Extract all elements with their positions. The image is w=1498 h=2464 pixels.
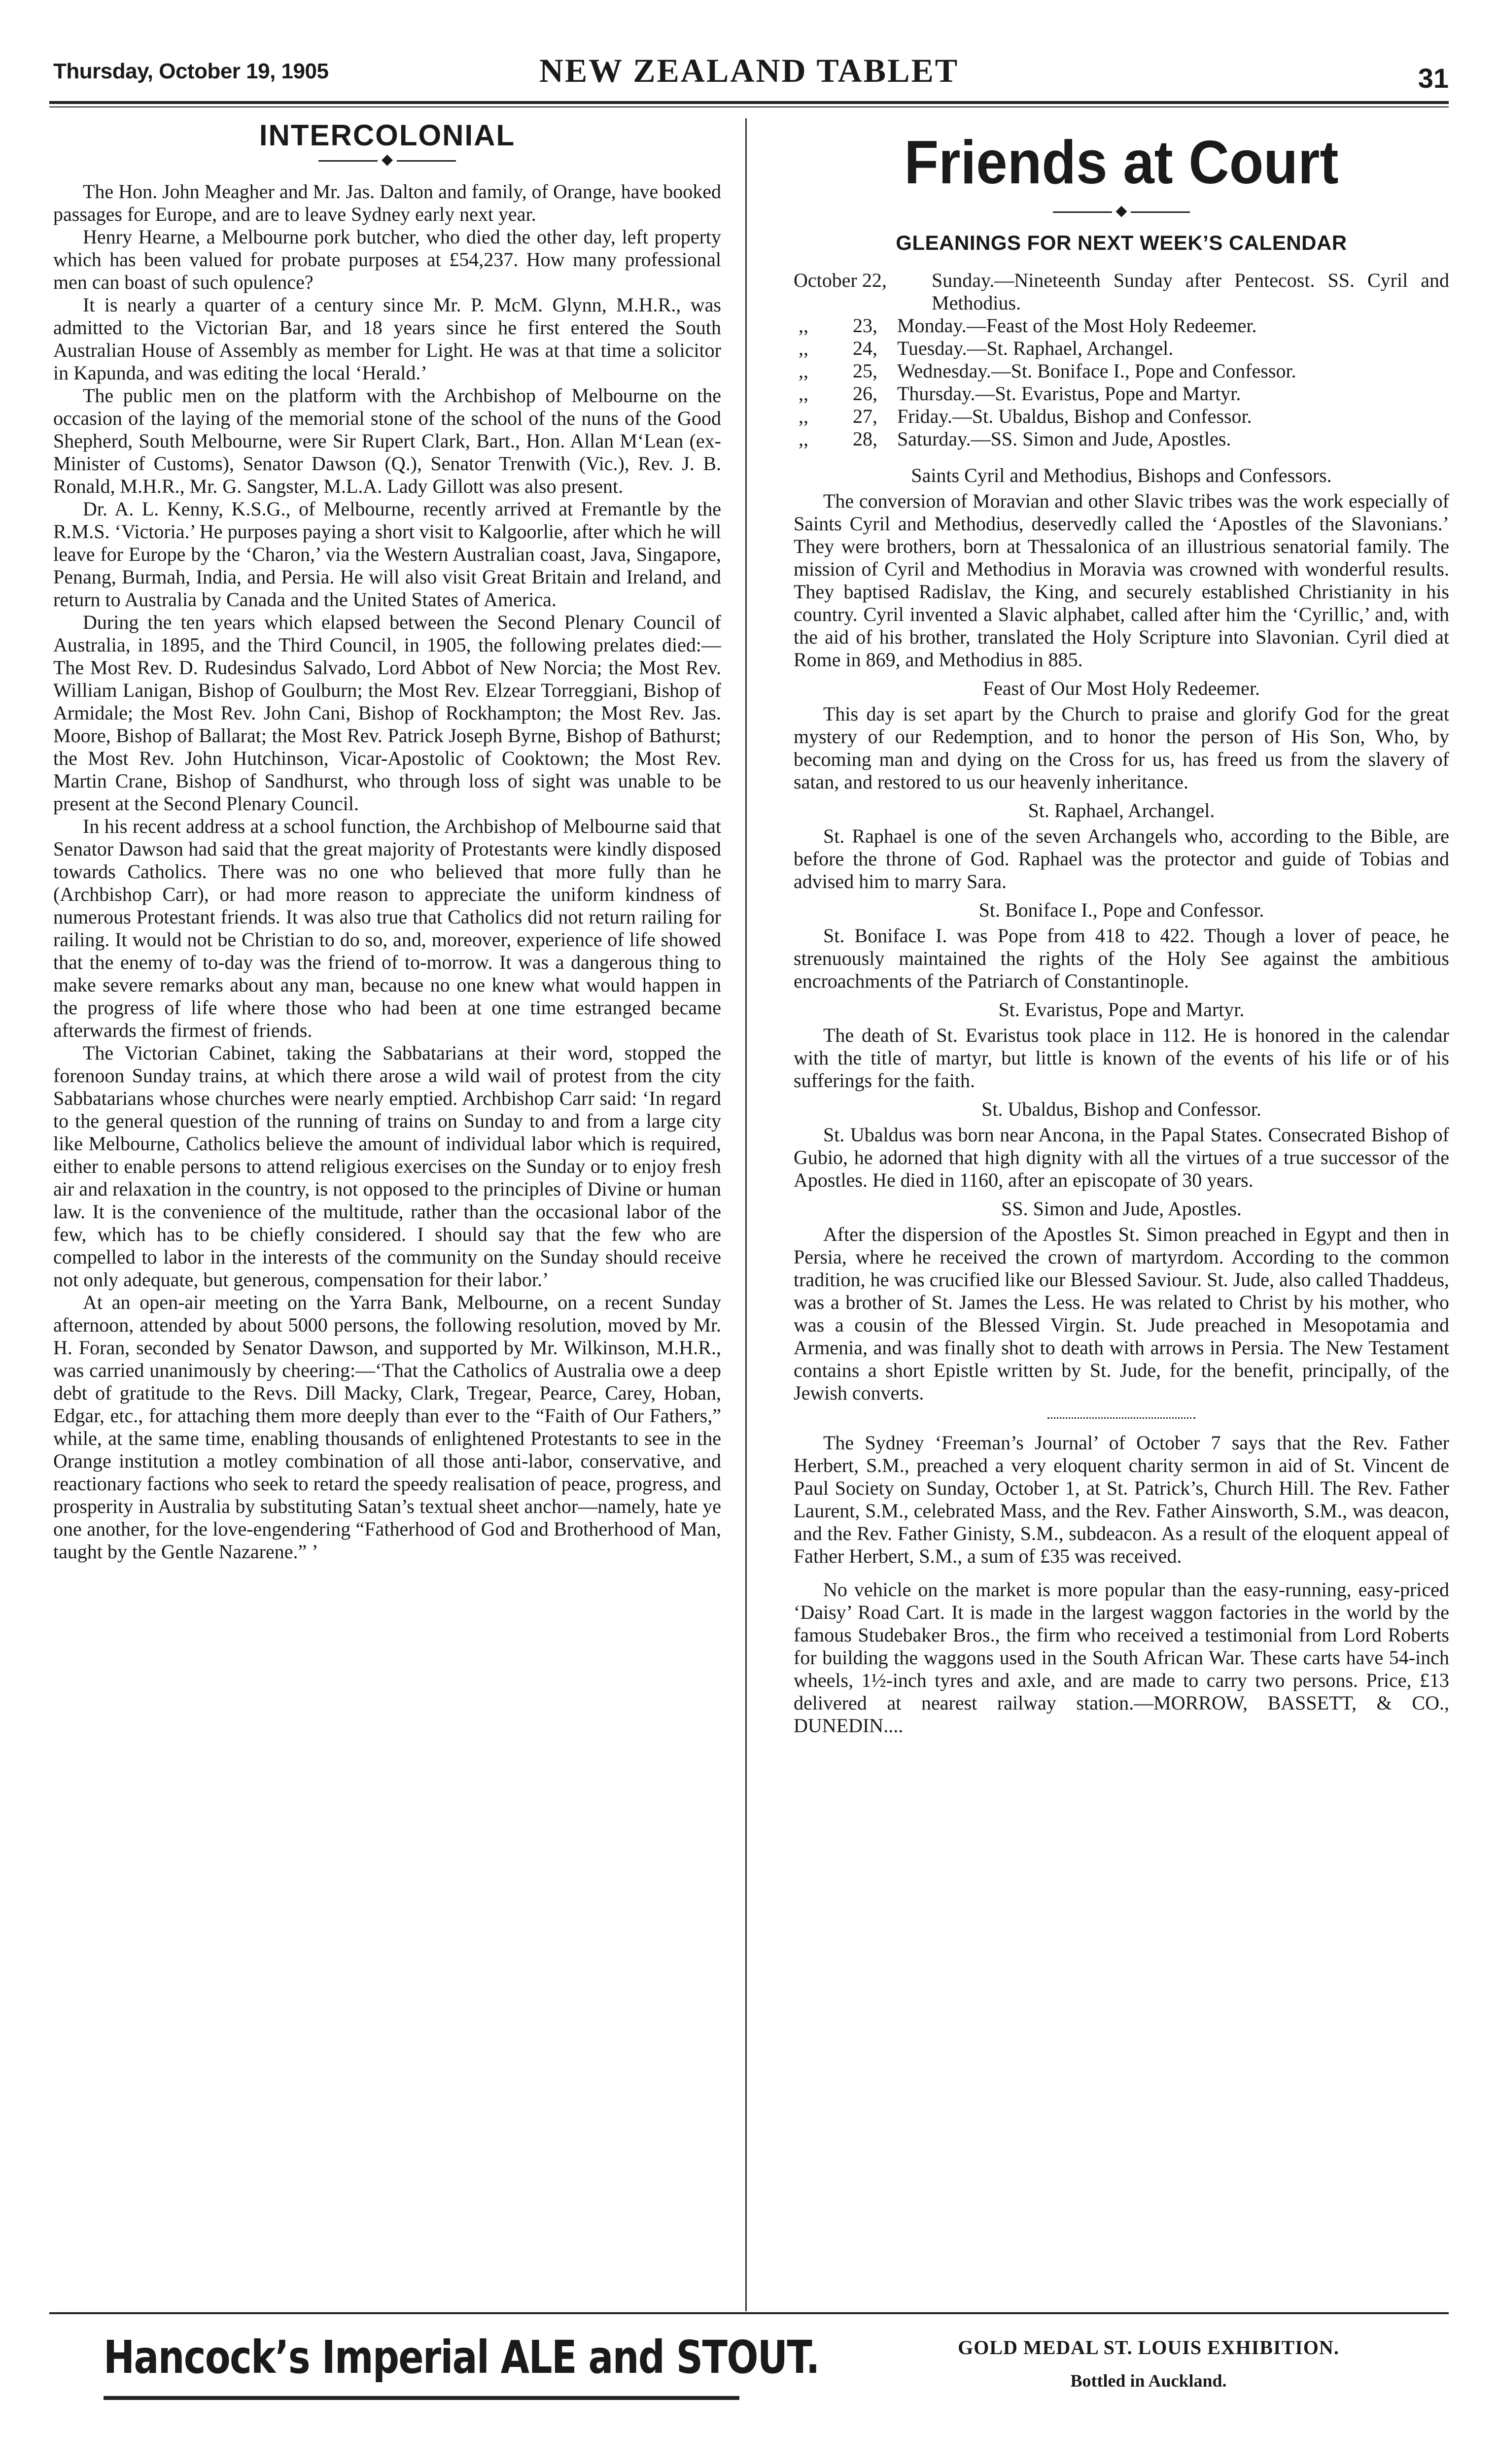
hancocks-ale-advert: Hancock’s Imperial ALE and STOUT.	[104, 2331, 819, 2384]
calendar-text: Tuesday.—St. Raphael, Archangel.	[897, 337, 1174, 359]
calendar-day: 26,	[853, 382, 877, 405]
bottled-line: Bottled in Auckland.	[1070, 2371, 1227, 2391]
publication-title: NEW ZEALAND TABLET	[539, 52, 959, 89]
advert-underline	[104, 2396, 739, 2400]
calendar-entry	[794, 269, 1449, 314]
calendar-text: Wednesday.—St. Boniface I., Pope and Confessor.	[897, 360, 1296, 382]
calendar-entry	[794, 314, 1449, 337]
calendar-text: Thursday.—St. Evaristus, Pope and Martyr.	[897, 382, 1241, 405]
calendar-day: 24,	[853, 337, 877, 359]
article-paragraph: At an open-air meeting on the Yarra Bank, Melbourne, on a recent Sunday afternoon, attended by about 5000 persons, the following resolution, moved by Mr. H. Foran, seconded by Senator Dawson, and supported by Mr. Wilkinson, M.H.R., was carried unanimously by cheering:—‘That the Catholics of Australia owe a deep debt of gratitude to the Revs. Dill Macky, Clark, Tregear, Pearce, Carey, Hoban, Edgar, etc., for attaching them more deeply than ever to the “Faith of Our Fathers,” while, at the same time, enabling thousands of enlightened Protestants to see in the Orange institution a motley combination of all those anti-labor, conservative, and reactionary factions who seek to retard the speedy realisation of peace, progress, and prosperity in Australia by substituting Satan’s textual sheet anchor—namely, hate ye one another, for the love-engendering “Fatherhood of God and Brotherhood of Man, taught by the Gentle Nazarene.” ’	[53, 1291, 721, 1563]
saint-title: Saints Cyril and Methodius, Bishops and Confessors.	[911, 464, 1332, 486]
saint-body: St. Ubaldus was born near Ancona, in the Papal States. Consecrated Bishop of Gubio, he adorned that high dignity with all the virtues of a true successor of the Apostles. He died in 1160, after an episcopate of 30 years.	[794, 1124, 1449, 1191]
saint-body: After the dispersion of the Apostles St. Simon preached in Egypt and then in Persia, where he received the crown of martyrdom. According to the common tradition, he was crucified like our Blessed Saviour. St. Jude, also called Thaddeus, was a brother of St. James the Less. He was related to Christ by his mother, who was a cousin of the Blessed Virgin. St. Jude preached in Mesopotamia and Armenia, and was finally shot to death with arrows in Persia. The New Testament contains a short Epistle written by St. Jude, for the benefit, principally, of the Jewish converts.	[794, 1223, 1449, 1404]
saint-title: St. Ubaldus, Bishop and Confessor.	[981, 1098, 1261, 1120]
saint-body: This day is set apart by the Church to praise and glorify God for the great mystery of our Redemption, and to honor the person of His Son, Who, by becoming man and dying on the Cross for us, has freed us from the slavery of satan, and restored to us our heavenly inheritance.	[794, 703, 1449, 793]
saint-title: Feast of Our Most Holy Redeemer.	[982, 677, 1260, 699]
saint-title: St. Boniface I., Pope and Confessor.	[978, 899, 1264, 921]
calendar-text: Friday.—St. Ubaldus, Bishop and Confessor.	[897, 405, 1252, 427]
calendar-entry	[794, 405, 1449, 428]
calendar-text: Sunday.—Nineteenth Sunday after Pentecost. SS. Cyril and Methodius.	[932, 269, 1449, 314]
masthead-rule-thin	[49, 106, 1449, 107]
article-paragraph: It is nearly a quarter of a century since Mr. P. McM. Glynn, M.H.R., was admitted to the Victorian Bar, and 18 years since he first entered the South Australian House of Assembly as member for Light. He was at that time a solicitor in Kapunda, and was editing the local ‘Herald.’	[53, 294, 721, 384]
calendar-ditto: ,,	[799, 314, 808, 337]
ornament-divider: ◆	[794, 201, 1449, 221]
calendar-ditto: ,,	[799, 382, 808, 405]
article-paragraph: In his recent address at a school function, the Archbishop of Melbourne said that Senator Dawson had said that the great majority of Protestants were kindly disposed towards Catholics. There was no one who believed that more fully than he (Archbishop Carr), or had more reason to appreciate the uniform kindness of numerous Protestant friends. It was also true that Catholics did not return railing for railing. It would not be Christian to do so, and, moreover, experience of life showed that the enemy of to-day was the friend of to-morrow. It was a dangerous thing to make severe remarks about any man, because no one knew what would happen in the progress of life where those who had been at one time estranged became afterwards the firmest of friends.	[53, 815, 721, 1041]
page-number: 31	[1418, 63, 1449, 94]
intercolonial-column	[53, 118, 721, 2306]
calendar-day: 27,	[853, 405, 877, 427]
saint-body: The conversion of Moravian and other Slavic tribes was the work especially of Saints Cyril and Methodius, deservedly called the ‘Apostles of the Slavonians.’ They were brothers, born at Thessalonica of an illustrious senatorial family. The mission of Cyril and Methodius in Moravia was crowned with wonderful results. They baptised Radislav, the King, and securely established Christianity in his country. Cyril invented a Slavic alphabet, called after him the ‘Cyrillic,’ and, with the aid of his brother, translated the Holy Scripture into Slavonian. Cyril died at Rome in 869, and Methodius in 885.	[794, 490, 1449, 671]
saint-title: St. Evaristus, Pope and Martyr.	[998, 998, 1245, 1021]
calendar-day: 25,	[853, 360, 877, 382]
news-paragraph: The Sydney ‘Freeman’s Journal’ of October 7 says that the Rev. Father Herbert, S.M., preached a very eloquent charity sermon in aid of St. Vincent de Paul Society on Sunday, October 1, at St. Patrick’s, Church Hill. The Rev. Father Laurent, S.M., celebrated Mass, and the Rev. Father Ainsworth, S.M., was deacon, and the Rev. Father Ginisty, S.M., subdeacon. As a result of the eloquent appeal of Father Herbert, S.M., a sum of £35 was received.	[794, 1432, 1449, 1567]
saint-title: SS. Simon and Jude, Apostles.	[1001, 1198, 1242, 1220]
article-paragraph: During the ten years which elapsed between the Second Plenary Council of Australia, in 1895, and the Third Council, in 1905, the following prelates died:—The Most Rev. D. Rudesindus Salvado, Lord Abbot of New Norcia; the Most Rev. William Lanigan, Bishop of Goulburn; the Most Rev. Elzear Torreggiani, Bishop of Armidale; the Most Rev. John Cani, Bishop of Rockhampton; the Most Rev. Jas. Moore, Bishop of Ballarat; the Most Rev. Patrick Joseph Byrne, Bishop of Bathurst; the Most Rev. John Hutchinson, Vicar-Apostolic of Cooktown; the Most Rev. Martin Crane, Bishop of Sandhurst, who through loss of sight was unable to be present at the Second Plenary Council.	[53, 611, 721, 815]
column-divider	[745, 118, 747, 2311]
calendar-text: Monday.—Feast of the Most Holy Redeemer.	[897, 314, 1257, 337]
article-paragraph: Dr. A. L. Kenny, K.S.G., of Melbourne, recently arrived at Fremantle by the R.M.S. ‘Victoria.’ He purposes paying a short visit to Kalgoorlie, after which he will leave for Europe by the ‘Charon,’ via the Western Australian coast, Java, Singapore, Penang, Burmah, India, and Persia. He will also visit Great Britain and Ireland, and return to Australia by Canada and the United States of America.	[53, 498, 721, 611]
article-paragraph: The Hon. John Meagher and Mr. Jas. Dalton and family, of Orange, have booked passages for Europe, and are to leave Sydney early next year.	[53, 180, 721, 225]
calendar-entry	[794, 382, 1449, 405]
article-paragraph: Henry Hearne, a Melbourne pork butcher, who died the other day, left property which has been valued for probate purposes at £54,237. How many professional men can boast of such opulence?	[53, 226, 721, 293]
calendar-day: 23,	[853, 314, 877, 337]
saint-body: The death of St. Evaristus took place in 112. He is honored in the calendar with the title of martyr, but little is known of the events of his life or of his sufferings for the faith.	[794, 1024, 1449, 1092]
masthead-rule	[49, 101, 1449, 104]
calendar-date: October 22,	[794, 269, 887, 291]
advertisement-paragraph: No vehicle on the market is more popular than the easy-running, easy-priced ‘Daisy’ Road Cart. It is made in the largest waggon factories in the world by the famous Studebaker Bros., the firm who received a testimonial from Lord Roberts for building the waggons used in the South African War. These carts have 54-inch wheels, 1½-inch tyres and axle, and are made to carry two persons. Price, £13 delivered at nearest railway station.—MORROW, BASSETT, & CO., DUNEDIN....	[794, 1578, 1449, 1737]
ornament-divider: ◆	[53, 150, 721, 170]
saint-body: St. Boniface I. was Pope from 418 to 422. Though a lover of peace, he strenuously maintained the rights of the Holy See against the ambitious encroachments of the Patriarch of Constantinople.	[794, 924, 1449, 992]
section-separator	[1047, 1417, 1195, 1419]
calendar-entry	[794, 337, 1449, 360]
footer-rule	[49, 2312, 1449, 2314]
article-paragraph: The public men on the platform with the Archbishop of Melbourne on the occasion of the laying of the memorial stone of the school of the nuns of the Good Shepherd, South Melbourne, were Sir Rupert Clark, Bart., Hon. Allan M‘Lean (ex-Minister of Customs), Senator Dawson (Q.), Senator Trenwith (Vic.), Rev. J. B. Ronald, M.H.R., Mr. G. Sangster, M.L.A. Lady Gillott was also present.	[53, 384, 721, 497]
friends-at-court-heading: Friends at Court	[904, 129, 1339, 197]
article-paragraph: The Victorian Cabinet, taking the Sabbatarians at their word, stopped the forenoon Sunday trains, at which there arose a wild wail of protest from the city Sabbatarians whose churches were nearly emptied. Archbishop Carr said: ‘In regard to the general question of the running of trains on Sunday to and from a large city like Melbourne, Catholics believe the amount of individual labor which is required, either to enable persons to attend religious exercises on the Sunday or to enjoy fresh air and relaxation in the country, is not opposed to the principles of Divine or human law. It is the convenience of the multitude, rather than the occasional labor of the few, which has to be chiefly considered. I should say that the few who are compelled to labor in the interests of the community on the Sunday should receive not only adequate, but generous, compensation for their labor.’	[53, 1042, 721, 1291]
calendar-ditto: ,,	[799, 360, 808, 382]
calendar-entry	[794, 428, 1449, 450]
calendar-list	[794, 269, 1449, 450]
calendar-ditto: ,,	[799, 428, 808, 450]
issue-date: Thursday, October 19, 1905	[53, 59, 329, 83]
saint-title: St. Raphael, Archangel.	[1028, 799, 1215, 821]
calendar-ditto: ,,	[799, 405, 808, 427]
intercolonial-heading: INTERCOLONIAL	[259, 119, 516, 152]
calendar-ditto: ,,	[799, 337, 808, 359]
calendar-text: Saturday.—SS. Simon and Jude, Apostles.	[897, 428, 1231, 450]
gold-medal-line: GOLD MEDAL ST. LOUIS EXHIBITION.	[958, 2336, 1339, 2359]
saint-body: St. Raphael is one of the seven Archangels who, according to the Bible, are before the throne of God. Raphael was the protector and guide of Tobias and advised him to marry Sara.	[794, 825, 1449, 892]
friends-at-court-column	[794, 118, 1449, 2306]
calendar-day: 28,	[853, 428, 877, 450]
calendar-entry	[794, 360, 1449, 382]
calendar-subheading: GLEANINGS FOR NEXT WEEK’S CALENDAR	[896, 231, 1347, 254]
